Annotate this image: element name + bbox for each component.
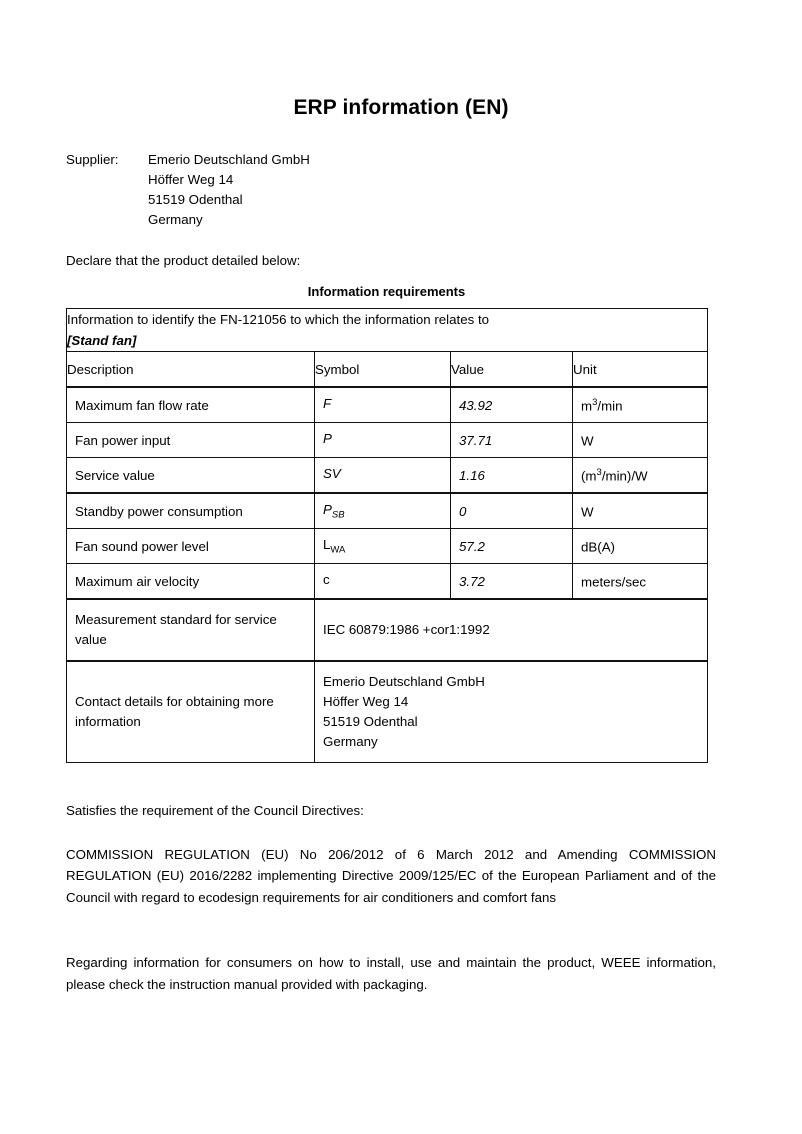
spacer [66,822,716,844]
symbol-base: F [323,395,332,411]
symbol-subscript: SB [331,509,345,521]
row-description: Fan sound power level [67,529,315,564]
table-row [67,564,708,600]
column-header-symbol: Symbol [315,352,451,388]
column-header-unit: Unit [573,352,708,388]
unit-prefix: (m [581,468,597,484]
unit-prefix: m [581,398,593,414]
table-header-row [67,352,708,388]
table-row [67,493,708,529]
unit-prefix: meters/sec [581,574,647,590]
row-symbol [315,529,451,564]
row-symbol [315,387,451,423]
row-description: Maximum air velocity [67,564,315,600]
supplier-address-line: 51519 Odenthal [148,192,243,207]
identification-sub: [Stand fan] [67,333,137,348]
row-description: Service value [67,458,315,494]
spacer [66,908,716,952]
supplier-label: Supplier: [66,152,119,167]
measurement-standard-row [67,599,708,661]
identification-cell [67,309,708,352]
row-symbol [315,564,451,600]
footer-area [66,800,716,995]
measurement-standard-value: IEC 60879:1986 +cor1:1992 [315,599,708,661]
row-description: Standby power consumption [67,493,315,529]
consumer-information-paragraph: Regarding information for consumers on how to install, use and maintain the product, WEEE information, please check the instruction manual provided with packaging. [66,955,716,992]
row-value: 43.92 [451,387,573,423]
page-title: ERP information (EN) [293,96,509,119]
satisfies-line: Satisfies the requirement of the Council Directives: [66,803,364,818]
row-value: 37.71 [451,423,573,458]
row-unit [573,493,708,529]
contact-details-description: Contact details for obtaining more information [67,661,315,763]
row-description: Fan power input [67,423,315,458]
contact-details-row [67,661,708,763]
row-description: Maximum fan flow rate [67,387,315,423]
supplier-address-line: Höffer Weg 14 [148,172,234,187]
row-unit [573,423,708,458]
row-unit [573,564,708,600]
row-symbol [315,493,451,529]
row-symbol [315,458,451,494]
unit-suffix: /min [597,398,623,414]
row-symbol [315,423,451,458]
supplier-address-line: Emerio Deutschland GmbH [148,152,310,167]
column-header-description: Description [67,352,315,388]
regulation-paragraph: COMMISSION REGULATION (EU) No 206/2012 of 6 March 2012 and Amending COMMISSION REGULATION (EU) 2016/2282 implementing Directive 2009/125/EC of the European Parliament and of the Council with regard to ecodesign requirements for air conditioners and comfort fans [66,846,716,905]
symbol-subscript: WA [330,544,346,556]
erp-information-table [66,308,708,763]
unit-prefix: W [581,433,594,449]
unit-suffix: /min)/W [601,468,648,484]
unit-superscript: 3 [592,396,598,408]
column-header-value: Value [451,352,573,388]
contact-line: Höffer Weg 14 [323,694,409,709]
declare-line: Declare that the product detailed below: [66,253,301,268]
row-unit [573,458,708,494]
unit-superscript: 3 [596,466,602,478]
contact-details-value [315,661,708,763]
unit-prefix: W [581,504,594,520]
table-row [67,529,708,564]
supplier-address [148,150,716,230]
unit-prefix: dB(A) [581,539,615,555]
supplier-block [66,150,716,230]
contact-line: 51519 Odenthal [323,714,418,729]
row-value: 1.16 [451,458,573,494]
table-row [67,387,708,423]
table-identification-row [67,309,708,352]
identification-main: Information to identify the FN-121056 to which the information relates to [67,312,490,327]
contact-line: Germany [323,734,378,749]
contact-line: Emerio Deutschland GmbH [323,674,485,689]
row-value: 57.2 [451,529,573,564]
row-value: 3.72 [451,564,573,600]
row-unit [573,529,708,564]
symbol-base: P [323,501,332,517]
supplier-row [66,150,716,230]
measurement-standard-description: Measurement standard for service value [67,599,315,661]
information-requirements-heading: Information requirements [307,284,466,299]
table-row [67,458,708,494]
supplier-address-line: Germany [148,212,203,227]
symbol-base: L [323,536,331,552]
symbol-base: P [323,430,332,446]
symbol-base: SV [323,465,341,481]
row-unit [573,387,708,423]
row-value: 0 [451,493,573,529]
symbol-base: c [323,571,330,587]
table-row [67,423,708,458]
